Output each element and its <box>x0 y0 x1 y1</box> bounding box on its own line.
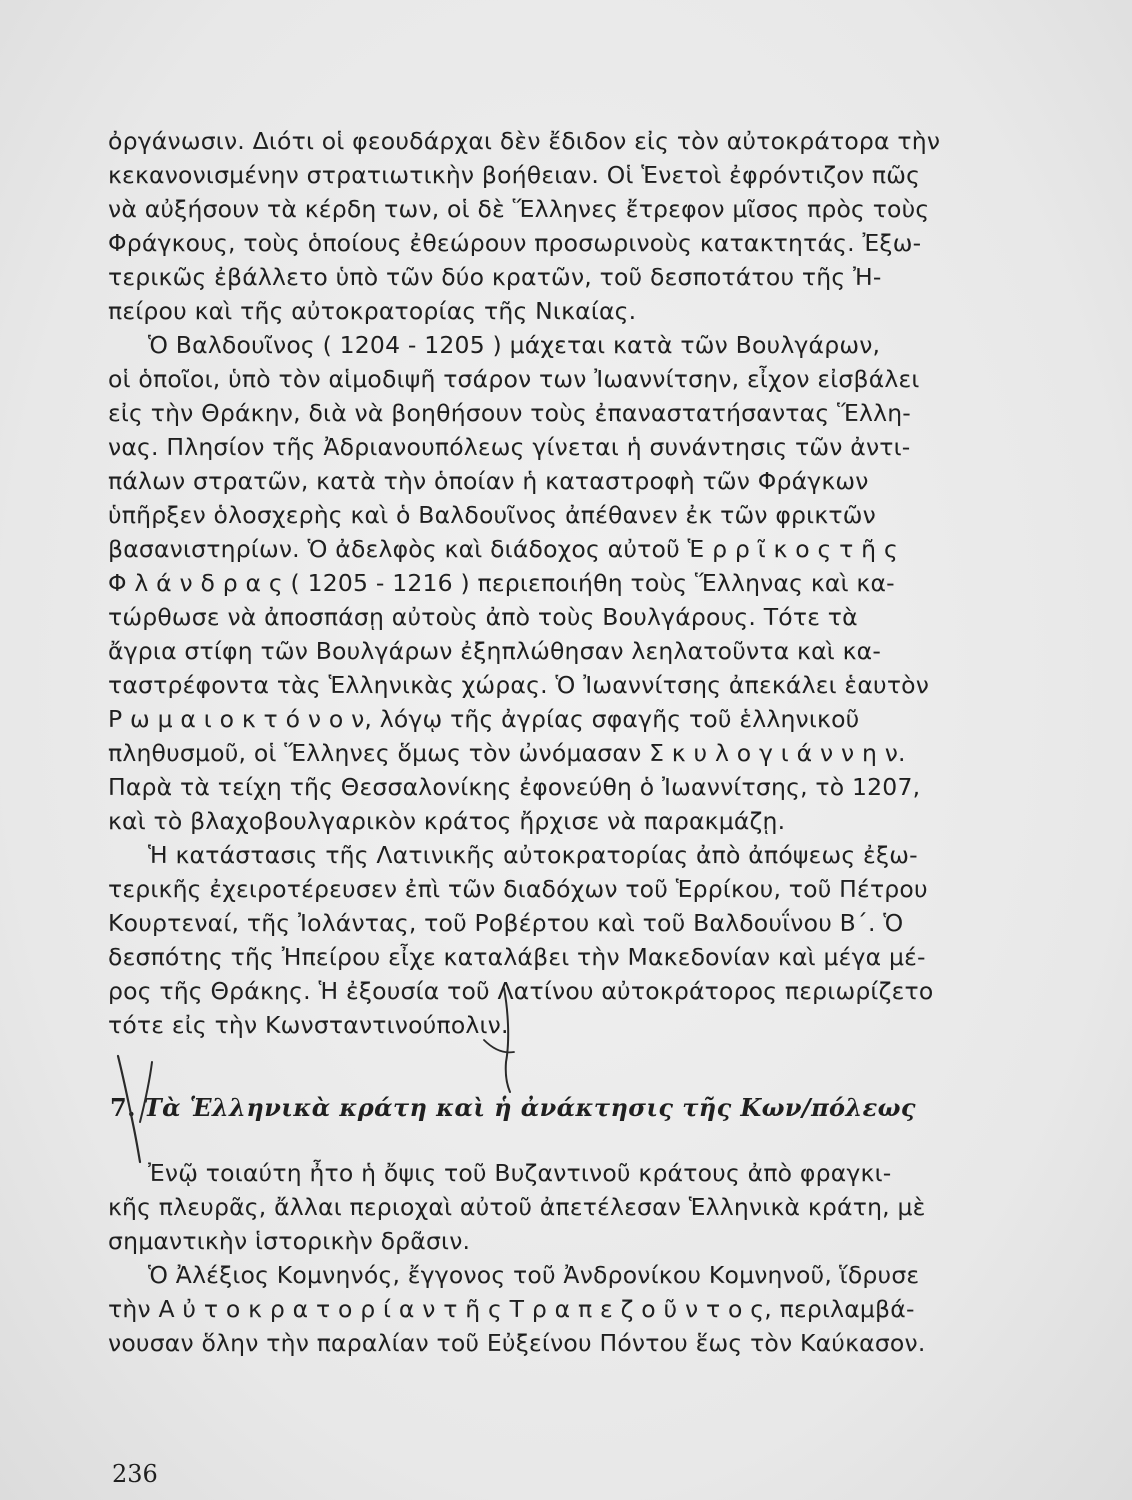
text-line: σημαντικὴν ἱστορικὴν δρᾶσιν. <box>108 1227 471 1255</box>
text-line: πείρου καὶ τῆς αὐτοκρατορίας τῆς Νικαίας. <box>108 297 637 325</box>
text-line: ὀργάνωσιν. Διότι οἱ φεουδάρχαι δὲν ἔδιδον εἰς τὸν αὐτοκράτορα τὴν <box>108 127 941 155</box>
text-line: πάλων στρατῶν, κατὰ τὴν ὁποίαν ἡ καταστροφὴ τῶν Φράγκων <box>108 467 869 495</box>
text-line: ρος τῆς Θράκης. Ἡ ἐξουσία τοῦ Λατίνου αὐτοκράτορος περιωρίζετο <box>108 977 934 1005</box>
text-line: Ἡ κατάστασις τῆς Λατινικῆς αὐτοκρατορίας ἀπὸ ἀπόψεως ἐξω- <box>148 841 918 869</box>
text-line: κεκανονισμένην στρατιωτικὴν βοήθειαν. Οἱ Ἑνετοὶ ἐφρόντιζον πῶς <box>108 161 921 189</box>
text-line: Ὁ Ἀλέξιος Κομνηνός, ἔγγονος τοῦ Ἀνδρονίκου Κομνηνοῦ, ἵδρυσε <box>148 1261 920 1289</box>
text-line: Ὁ Βαλδουῖνος ( 1204 - 1205 ) μάχεται κατὰ τῶν Βουλγάρων, <box>148 331 881 359</box>
text-line: Ρ ω μ α ι ο κ τ ό ν ο ν, λόγῳ τῆς ἀγρίας σφαγῆς τοῦ ἑλληνικοῦ <box>108 705 860 733</box>
text-line: τώρθωσε νὰ ἀποσπάσῃ αὐτοὺς ἀπὸ τοὺς Βουλγάρους. Τότε τὰ <box>108 603 858 631</box>
text-line: βασανιστηρίων. Ὁ ἀδελφὸς καὶ διάδοχος αὐτοῦ Ἑ ρ ρ ῖ κ ο ς τ ῆ ς <box>108 535 898 563</box>
text-line: νας. Πλησίον τῆς Ἀδριανουπόλεως γίνεται ἡ συνάντησις τῶν ἀντι- <box>108 433 911 461</box>
text-line: εἰς τὴν Θράκην, διὰ νὰ βοηθήσουν τοὺς ἐπαναστατήσαντας Ἕλλη- <box>108 399 911 427</box>
text-line: κῆς πλευρᾶς, ἄλλαι περιοχαὶ αὐτοῦ ἀπετέλεσαν Ἑλληνικὰ κράτη, μὲ <box>108 1193 926 1221</box>
section-number: 7. <box>110 1093 136 1122</box>
text-line: τότε εἰς τὴν Κωνσταντινούπολιν. <box>108 1011 509 1039</box>
text-line: τὴν Α ὐ τ ο κ ρ α τ ο ρ ί α ν τ ῆ ς Τ ρ α π ε ζ ο ῦ ν τ ο ς, περιλαμβά- <box>108 1295 915 1323</box>
text-line: τερικῶς ἐβάλλετο ὑπὸ τῶν δύο κρατῶν, τοῦ δεσποτάτου τῆς Ἠ- <box>108 263 882 291</box>
text-line: τερικῆς ἐχειροτέρευσεν ἐπὶ τῶν διαδόχων τοῦ Ἑρρίκου, τοῦ Πέτρου <box>108 875 928 903</box>
text-line: Φράγκους, τοὺς ὁποίους ἐθεώρουν προσωρινοὺς κατακτητάς. Ἐξω- <box>108 229 922 257</box>
text-line: ταστρέφοντα τὰς Ἑλληνικὰς χώρας. Ὁ Ἰωαννίτσης ἀπεκάλει ἑαυτὸν <box>108 671 930 699</box>
text-line: νουσαν ὅλην τὴν παραλίαν τοῦ Εὐξείνου Πόντου ἕως τὸν Καύκασον. <box>108 1329 926 1357</box>
section-title: Τὰ Ἑλληνικὰ κράτη καὶ ἡ ἀνάκτησις τῆς Κων/πόλεως <box>143 1093 916 1122</box>
text-line: δεσπότης τῆς Ἠπείρου εἶχε καταλάβει τὴν Μακεδονίαν καὶ μέγα μέ- <box>108 943 926 971</box>
text-line: ὑπῆρξεν ὁλοσχερὴς καὶ ὁ Βαλδουῖνος ἀπέθανεν ἐκ τῶν φρικτῶν <box>108 501 876 529</box>
text-line: νὰ αὐξήσουν τὰ κέρδη των, οἱ δὲ Ἕλληνες ἔτρεφον μῖσος πρὸς τοὺς <box>108 195 930 223</box>
page-number: 236 <box>112 1460 158 1488</box>
text-line: Φ λ ά ν δ ρ α ς ( 1205 - 1216 ) περιεποιήθη τοὺς Ἕλληνας καὶ κα- <box>108 569 895 597</box>
text-line: Παρὰ τὰ τείχη τῆς Θεσσαλονίκης ἐφονεύθη ὁ Ἰωαννίτσης, τὸ 1207, <box>108 773 921 801</box>
text-line: ἄγρια στίφη τῶν Βουλγάρων ἐξηπλώθησαν λεηλατοῦντα καὶ κα- <box>108 637 882 665</box>
text-line: καὶ τὸ βλαχοβουλγαρικὸν κράτος ἤρχισε νὰ παρακμάζῃ. <box>108 807 786 835</box>
text-line: Κουρτεναί, τῆς Ἰολάντας, τοῦ Ροβέρτου καὶ τοῦ Βαλδουΐνου Β΄. Ὁ <box>108 909 904 937</box>
text-line: οἱ ὁποῖοι, ὑπὸ τὸν αἱμοδιψῆ τσάρον των Ἰωαννίτσην, εἶχον εἰσβάλει <box>108 365 920 393</box>
text-line: Ἐνῷ τοιαύτη ἦτο ἡ ὄψις τοῦ Βυζαντινοῦ κράτους ἀπὸ φραγκι- <box>148 1159 892 1187</box>
text-line: πληθυσμοῦ, οἱ Ἕλληνες ὅμως τὸν ὠνόμασαν Σ κ υ λ ο γ ι ά ν ν η ν. <box>108 739 906 767</box>
